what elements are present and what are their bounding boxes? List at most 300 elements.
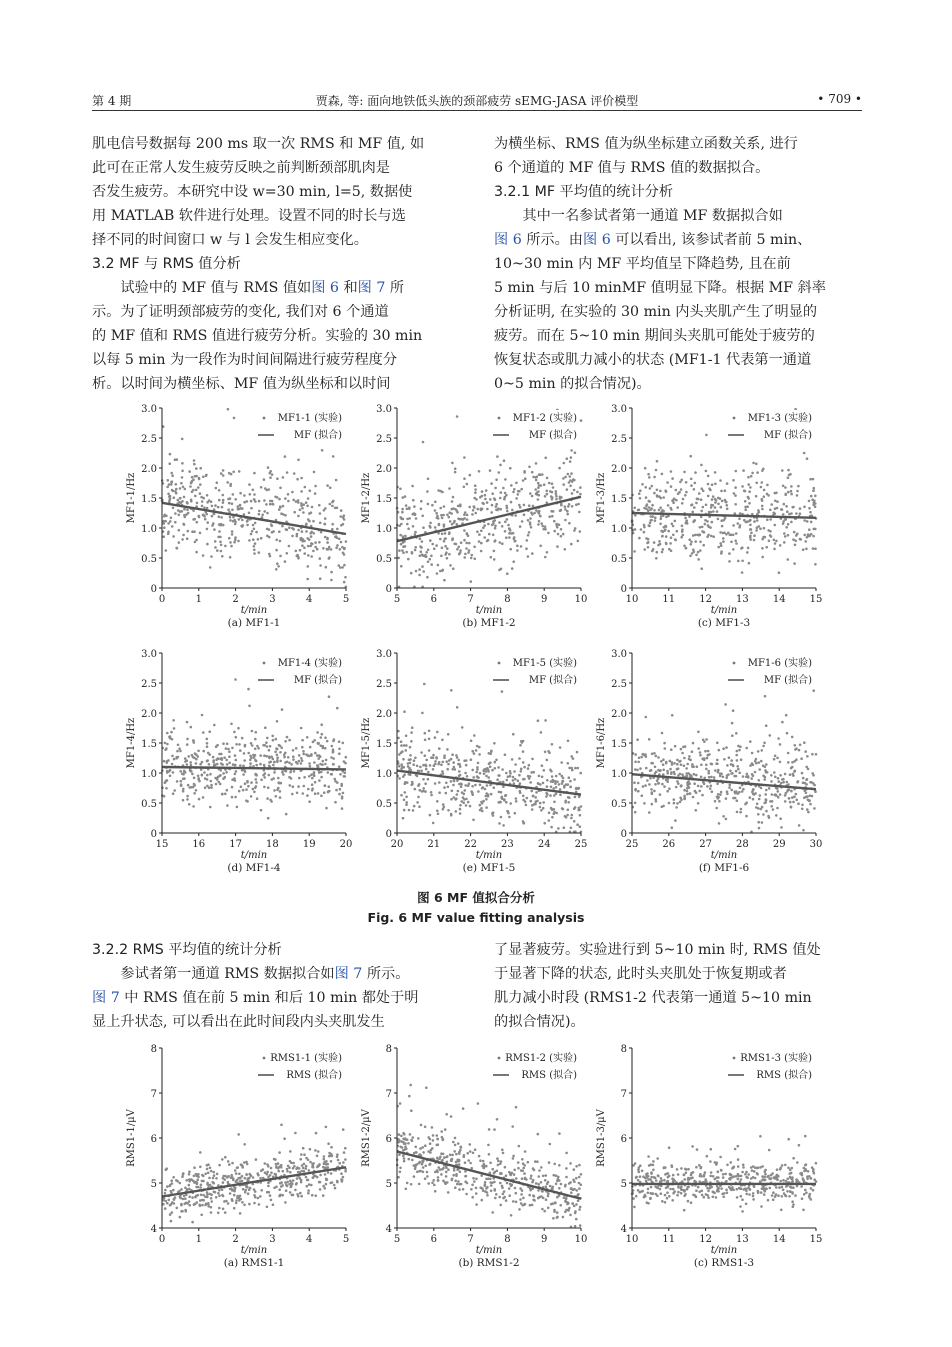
data-point: [290, 763, 293, 766]
data-point: [544, 556, 547, 559]
data-point: [455, 1153, 458, 1156]
data-point: [432, 822, 435, 825]
data-point: [558, 1194, 561, 1197]
data-point: [562, 777, 565, 780]
data-point: [804, 540, 807, 543]
data-point: [436, 1134, 439, 1137]
data-point: [812, 535, 815, 538]
data-point: [222, 1208, 225, 1211]
data-point: [284, 497, 287, 500]
data-point: [418, 574, 421, 577]
data-point: [192, 509, 195, 512]
data-point: [479, 809, 482, 812]
data-point: [489, 1162, 492, 1165]
data-point: [469, 1143, 472, 1146]
data-point: [398, 777, 401, 780]
data-point: [180, 1203, 183, 1206]
data-point: [684, 745, 687, 748]
data-point: [578, 1187, 581, 1190]
data-point: [435, 544, 438, 547]
y-tick-label: 1.5: [611, 494, 627, 505]
data-point: [178, 541, 181, 544]
x-axis-label: t/min: [710, 605, 738, 616]
data-point: [779, 544, 782, 547]
data-point: [514, 514, 517, 517]
data-point: [229, 541, 232, 544]
data-point: [808, 1175, 811, 1178]
data-point: [259, 1195, 262, 1198]
data-point: [399, 1102, 402, 1105]
data-point: [785, 505, 788, 508]
legend-label-experiment: MF1-6 (实验): [747, 658, 812, 669]
data-point: [736, 1188, 739, 1191]
data-point: [289, 1150, 292, 1153]
data-point: [758, 827, 761, 830]
data-point: [168, 499, 171, 502]
data-point: [734, 494, 737, 497]
figure-7-link[interactable]: 图 7: [334, 966, 363, 982]
data-point: [465, 547, 468, 550]
data-point: [492, 522, 495, 525]
data-point: [215, 487, 218, 490]
data-point: [257, 1197, 260, 1200]
data-point: [246, 520, 249, 523]
data-point: [263, 754, 266, 757]
data-point: [303, 1153, 306, 1156]
data-point: [668, 1175, 671, 1178]
data-point: [283, 1137, 286, 1140]
data-point: [401, 508, 404, 511]
data-point: [633, 781, 636, 784]
data-point: [671, 1199, 674, 1202]
data-point: [531, 1204, 534, 1207]
data-point: [269, 500, 272, 503]
data-point: [164, 782, 167, 785]
data-point: [809, 511, 812, 514]
data-point: [659, 506, 662, 509]
data-point: [662, 763, 665, 766]
data-point: [254, 738, 257, 741]
data-point: [238, 1173, 241, 1176]
data-point: [683, 789, 686, 792]
data-point: [243, 1143, 246, 1146]
data-point: [524, 477, 527, 480]
y-tick-label: 3.0: [141, 404, 157, 415]
data-point: [323, 1155, 326, 1158]
x-tick-label: 20: [339, 839, 353, 850]
data-point: [730, 541, 733, 544]
y-tick-label: 1.5: [376, 494, 392, 505]
data-point: [209, 1184, 212, 1187]
data-point: [345, 756, 348, 759]
data-point: [278, 782, 281, 785]
data-point: [564, 1211, 567, 1214]
text-line: 了显著疲劳。实验进行到 5~10 min 时, RMS 值处: [494, 942, 821, 958]
data-point: [808, 1195, 811, 1198]
data-point: [187, 784, 190, 787]
data-point: [486, 508, 489, 511]
data-point: [331, 501, 334, 504]
data-point: [757, 750, 760, 753]
data-point: [569, 460, 572, 463]
data-point: [757, 813, 760, 816]
data-point: [202, 1199, 205, 1202]
data-point: [578, 1182, 581, 1185]
data-point: [760, 486, 763, 489]
data-point: [497, 1160, 500, 1163]
data-point: [695, 1196, 698, 1199]
data-point: [403, 744, 406, 747]
data-point: [228, 762, 231, 765]
data-point: [638, 509, 641, 512]
data-point: [641, 1170, 644, 1173]
data-point: [305, 1167, 308, 1170]
data-point: [480, 550, 483, 553]
data-point: [318, 1181, 321, 1184]
figure-6-link[interactable]: 图 6: [311, 280, 339, 296]
data-point: [785, 792, 788, 795]
data-point: [429, 526, 432, 529]
data-point: [660, 518, 663, 521]
data-point: [266, 1191, 269, 1194]
data-point: [794, 744, 797, 747]
data-point: [294, 1132, 297, 1135]
data-point: [404, 781, 407, 784]
data-point: [553, 801, 556, 804]
data-point: [527, 555, 530, 558]
data-point: [815, 753, 818, 756]
text-line: 恢复状态或肌力减小的状态 (MF1-1 代表第一通道: [494, 352, 812, 368]
data-point: [467, 801, 470, 804]
data-point: [437, 564, 440, 567]
data-point: [406, 1182, 409, 1185]
data-point: [307, 518, 310, 521]
data-point: [544, 1179, 547, 1182]
figure-6-link[interactable]: 图 6: [494, 232, 522, 248]
data-point: [269, 472, 272, 475]
data-point: [774, 524, 777, 527]
data-point: [319, 564, 322, 567]
data-point: [804, 1135, 807, 1138]
data-point: [324, 523, 327, 526]
data-point: [192, 805, 195, 808]
data-point: [267, 1185, 270, 1188]
data-point: [757, 1191, 760, 1194]
data-point: [526, 539, 529, 542]
data-point: [248, 1203, 251, 1206]
data-point: [571, 492, 574, 495]
data-point: [199, 1186, 202, 1189]
data-point: [308, 1169, 311, 1172]
data-point: [729, 784, 732, 787]
data-point: [288, 545, 291, 548]
data-point: [452, 496, 455, 499]
data-point: [537, 1133, 540, 1136]
data-point: [248, 705, 251, 708]
data-point: [712, 504, 715, 507]
data-point: [476, 530, 479, 533]
data-point: [528, 777, 531, 780]
data-point: [552, 510, 555, 513]
data-point: [684, 494, 687, 497]
data-point: [437, 1143, 440, 1146]
data-point: [430, 756, 433, 759]
data-point: [338, 765, 341, 768]
x-tick-label: 4: [306, 1234, 313, 1245]
data-point: [529, 523, 532, 526]
data-point: [473, 752, 476, 755]
data-point: [752, 1195, 755, 1198]
data-point: [448, 511, 451, 514]
data-point: [494, 525, 497, 528]
data-point: [452, 1141, 455, 1144]
data-point: [401, 549, 404, 552]
data-point: [238, 743, 241, 746]
data-point: [479, 784, 482, 787]
data-point: [249, 1175, 252, 1178]
data-point: [809, 781, 812, 784]
data-point: [444, 545, 447, 548]
data-point: [226, 789, 229, 792]
data-point: [755, 463, 758, 466]
figure-7-link[interactable]: 图 7: [92, 990, 120, 1006]
data-point: [786, 510, 789, 513]
data-point: [526, 797, 529, 800]
data-point: [288, 526, 291, 529]
data-point: [575, 503, 578, 506]
data-point: [539, 515, 542, 518]
data-point: [166, 761, 169, 764]
data-point: [764, 1173, 767, 1176]
data-point: [267, 817, 270, 820]
data-point: [206, 1196, 209, 1199]
data-point: [243, 759, 246, 762]
data-point: [288, 762, 291, 765]
data-point: [520, 1193, 523, 1196]
data-point: [708, 753, 711, 756]
data-point: [206, 738, 209, 741]
data-point: [735, 470, 738, 473]
data-point: [447, 809, 450, 812]
data-point: [702, 739, 705, 742]
data-point: [705, 470, 708, 473]
data-point: [175, 547, 178, 550]
subfigure-caption: (f) MF1-6: [698, 862, 750, 874]
data-point: [277, 787, 280, 790]
data-point: [401, 517, 404, 520]
data-point: [683, 545, 686, 548]
data-point: [500, 1172, 503, 1175]
data-point: [187, 512, 190, 515]
data-point: [166, 743, 169, 746]
data-point: [273, 761, 276, 764]
data-point: [250, 795, 253, 798]
data-point: [810, 1187, 813, 1190]
data-point: [315, 1132, 318, 1135]
data-point: [745, 1203, 748, 1206]
data-point: [748, 490, 751, 493]
data-point: [504, 753, 507, 756]
data-point: [410, 740, 413, 743]
legend-label-experiment: RMS1-2 (实验): [505, 1053, 577, 1064]
data-point: [685, 1172, 688, 1175]
data-point: [720, 490, 723, 493]
data-point: [426, 576, 429, 579]
data-point: [327, 790, 330, 793]
figure-7-link[interactable]: 图 7: [357, 280, 386, 296]
data-point: [510, 484, 513, 487]
data-point: [431, 543, 434, 546]
data-point: [193, 1181, 196, 1184]
data-point: [343, 1151, 346, 1154]
data-point: [464, 1175, 467, 1178]
data-point: [259, 763, 262, 766]
data-point: [509, 548, 512, 551]
data-point: [756, 803, 759, 806]
data-point: [209, 773, 212, 776]
data-point: [172, 507, 175, 510]
data-point: [535, 1182, 538, 1185]
data-point: [530, 1177, 533, 1180]
data-point: [774, 1195, 777, 1198]
data-point: [769, 1187, 772, 1190]
data-point: [459, 774, 462, 777]
data-point: [424, 732, 427, 735]
data-point: [291, 491, 294, 494]
data-point: [808, 528, 811, 531]
data-point: [719, 542, 722, 545]
data-point: [753, 539, 756, 542]
data-point: [279, 796, 282, 799]
data-point: [446, 1161, 449, 1164]
data-point: [726, 1191, 729, 1194]
data-point: [269, 745, 272, 748]
data-point: [309, 765, 312, 768]
data-point: [668, 1195, 671, 1198]
data-point: [453, 780, 456, 783]
data-point: [205, 474, 208, 477]
data-point: [480, 530, 483, 533]
data-point: [231, 1198, 234, 1201]
data-point: [646, 779, 649, 782]
data-point: [229, 497, 232, 500]
data-point: [505, 494, 508, 497]
data-point: [342, 1176, 345, 1179]
data-point: [724, 703, 727, 706]
data-point: [414, 546, 417, 549]
data-point: [425, 759, 428, 762]
data-point: [693, 773, 696, 776]
data-point: [472, 819, 475, 822]
data-point: [769, 509, 772, 512]
data-point: [530, 526, 533, 529]
data-point: [794, 540, 797, 543]
data-point: [260, 1189, 263, 1192]
data-point: [551, 515, 554, 518]
data-point: [409, 746, 412, 749]
data-point: [531, 808, 534, 811]
data-point: [702, 490, 705, 493]
data-point: [801, 808, 804, 811]
legend-marker-experiment: [498, 417, 501, 420]
data-point: [186, 795, 189, 798]
figure-6-link[interactable]: 图 6: [583, 232, 611, 248]
data-point: [429, 522, 432, 525]
data-point: [452, 768, 455, 771]
data-point: [739, 1205, 742, 1208]
data-point: [649, 487, 652, 490]
data-point: [523, 513, 526, 516]
data-point: [555, 493, 558, 496]
data-point: [235, 736, 238, 739]
data-point: [485, 1178, 488, 1181]
data-point: [311, 1163, 314, 1166]
data-point: [413, 759, 416, 762]
data-point: [324, 747, 327, 750]
data-point: [217, 1192, 220, 1195]
data-point: [212, 1171, 215, 1174]
data-point: [666, 772, 669, 775]
text-line: 为横坐标、RMS 值为纵坐标建立函数关系, 进行: [494, 136, 798, 152]
data-point: [253, 498, 256, 501]
data-point: [219, 536, 222, 539]
data-point: [529, 492, 532, 495]
data-point: [539, 806, 542, 809]
data-point: [658, 770, 661, 773]
x-tick-label: 12: [699, 594, 712, 605]
data-point: [650, 507, 653, 510]
data-point: [556, 1180, 559, 1183]
data-point: [537, 486, 540, 489]
data-point: [217, 506, 220, 509]
data-point: [722, 1176, 725, 1179]
data-point: [796, 494, 799, 497]
data-point: [450, 1115, 453, 1118]
data-point: [241, 1165, 244, 1168]
data-point: [430, 791, 433, 794]
data-point: [664, 489, 667, 492]
data-point: [406, 523, 409, 526]
data-point: [200, 1184, 203, 1187]
data-point: [792, 538, 795, 541]
data-point: [755, 762, 758, 765]
data-point: [415, 570, 418, 573]
data-point: [643, 1196, 646, 1199]
data-point: [298, 1177, 301, 1180]
data-point: [254, 759, 257, 762]
data-point: [520, 768, 523, 771]
data-point: [558, 773, 561, 776]
data-point: [278, 1195, 281, 1198]
y-axis-label: MF1-4/Hz: [126, 717, 137, 769]
data-point: [765, 789, 768, 792]
data-point: [545, 1198, 548, 1201]
data-point: [689, 759, 692, 762]
data-point: [427, 478, 430, 481]
data-point: [198, 478, 201, 481]
data-point: [499, 1182, 502, 1185]
data-point: [737, 560, 740, 563]
data-point: [691, 511, 694, 514]
data-point: [709, 526, 712, 529]
y-tick-label: 2.0: [611, 709, 627, 720]
data-point: [680, 536, 683, 539]
data-point: [683, 1209, 686, 1212]
data-point: [652, 1164, 655, 1167]
data-point: [803, 506, 806, 509]
data-point: [722, 537, 725, 540]
data-point: [675, 806, 678, 809]
